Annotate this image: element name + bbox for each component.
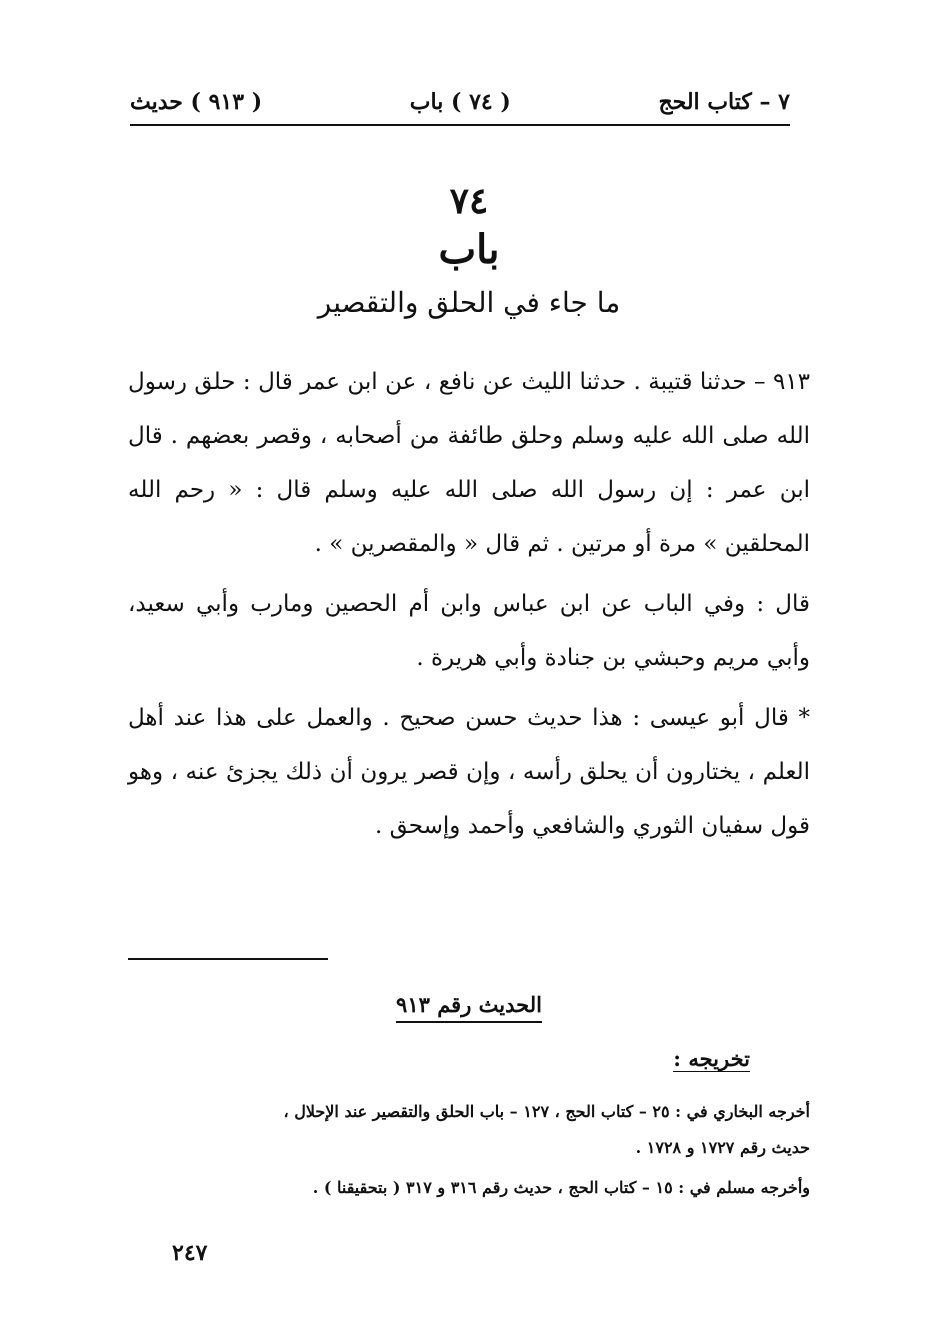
footnote-label: تخريجه : — [673, 1046, 750, 1071]
header-hadith-number: ( ٩١٣ ) حديث — [130, 89, 263, 115]
footnote-separator — [128, 958, 328, 960]
hadith-text — [128, 355, 810, 859]
chapter-number: ٧٤ — [449, 180, 489, 222]
page-number: ٢٤٧ — [172, 1240, 208, 1266]
chapter-references-paragraph: قال : وفي الباب عن ابن عباس وابن أم الحصين ومارب وأبي سعيد، وأبي مريم وحبشي بن جنادة وأبي هريرة . — [128, 591, 810, 671]
header-book-title: ٧ – كتاب الحج — [658, 89, 790, 115]
footnote-line: حديث رقم ١٧٢٧ و ١٧٢٨ . — [635, 1138, 810, 1157]
header-rule — [130, 124, 790, 126]
commentary-paragraph: * قال أبو عيسى : هذا حديث حسن صحيح . والعمل على هذا عند أهل العلم ، يختارون أن يحلق رأسه ، وإن قصر يرون أن ذلك يجزئ عنه ، وهو قول سفيان الثوري والشافعي وأحمد وإسحق . — [128, 705, 810, 839]
running-header — [130, 82, 790, 122]
hadith-paragraph: ٩١٣ – حدثنا قتيبة . حدثنا الليث عن نافع ، عن ابن عمر قال : حلق رسول الله صلى الله عليه وسلم وحلق طائفة من أصحابه ، وقصر بعضهم . قال ابن عمر : إن رسول الله صلى الله عليه وسلم قال : « رحم الله المحلقين » مرة أو مرتين . ثم قال « والمقصرين » . — [128, 369, 810, 557]
chapter-title: ما جاء في الحلق والتقصير — [317, 286, 621, 319]
header-chapter: ( ٧٤ ) باب — [409, 89, 511, 115]
chapter-word: باب — [438, 226, 500, 273]
footnote-line: أخرجه البخاري في : ٢٥ – كتاب الحج ، ١٢٧ – باب الحلق والتقصير عند الإحلال ، — [283, 1102, 810, 1121]
footnote-line: وأخرجه مسلم في : ١٥ – كتاب الحج ، حديث رقم ٣١٦ و ٣١٧ ( بتحقيقنا ) . — [312, 1178, 810, 1197]
footnote-heading: الحديث رقم ٩١٣ — [0, 992, 938, 1017]
